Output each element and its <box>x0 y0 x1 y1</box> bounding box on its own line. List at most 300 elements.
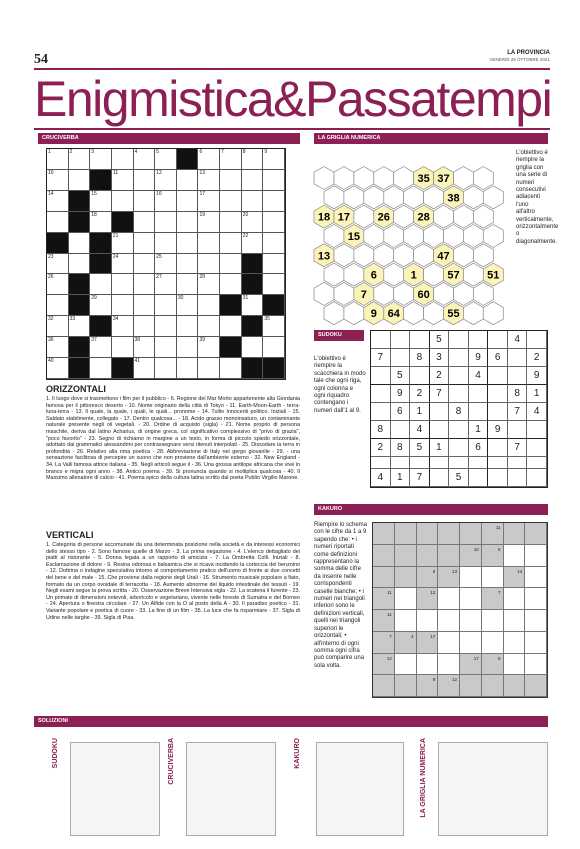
kakuro-cell[interactable] <box>438 654 460 676</box>
sudoku-cell[interactable]: 3 <box>430 349 450 367</box>
kakuro-cell[interactable] <box>438 588 460 610</box>
crossword-number: 31 <box>242 295 249 302</box>
sudoku-cell[interactable]: 9 <box>488 421 508 439</box>
sudoku-cell[interactable] <box>508 457 528 469</box>
sudoku-cell[interactable] <box>527 457 547 469</box>
crossword-cell[interactable] <box>112 191 134 212</box>
crossword-number: 11 <box>112 169 119 176</box>
sudoku-cell[interactable] <box>391 331 411 349</box>
sudoku-cell[interactable] <box>527 439 547 457</box>
crossword-cell[interactable] <box>47 149 69 170</box>
crossword-number: 17 <box>199 190 206 197</box>
sudoku-cell[interactable]: 9 <box>527 367 547 385</box>
crossword-cell[interactable] <box>47 358 69 379</box>
crossword-number: 15 <box>91 190 97 197</box>
kakuro-cell <box>395 523 417 545</box>
kakuro-cell <box>504 523 526 545</box>
crossword-number: 40 <box>48 358 54 365</box>
sudoku-cell[interactable] <box>371 385 391 403</box>
sudoku-cell[interactable]: 2 <box>410 385 430 403</box>
crossword-grid[interactable] <box>46 148 286 380</box>
hex-cell <box>354 167 374 190</box>
sudoku-cell[interactable] <box>488 367 508 385</box>
crossword-cell[interactable] <box>177 170 199 191</box>
crossword-cell[interactable] <box>242 170 264 191</box>
sudoku-cell[interactable]: 1 <box>410 403 430 421</box>
kakuro-cell[interactable] <box>504 654 526 676</box>
crossword-cell[interactable] <box>134 358 156 379</box>
sudoku-cell[interactable]: 7 <box>371 349 391 367</box>
crossword-cell[interactable] <box>155 316 177 337</box>
sudoku-cell[interactable]: 8 <box>410 349 430 367</box>
crossword-cell[interactable] <box>69 254 91 275</box>
sudoku-cell[interactable] <box>527 331 547 349</box>
clues-down <box>46 530 300 621</box>
kakuro-clue: 7 <box>389 633 392 639</box>
sudoku-grid[interactable] <box>370 330 548 488</box>
crossword-cell[interactable] <box>198 358 220 379</box>
sudoku-cell[interactable]: 2 <box>430 367 450 385</box>
sudoku-cell[interactable] <box>527 421 547 439</box>
crossword-cell <box>220 295 242 316</box>
sudoku-cell[interactable]: 9 <box>469 349 489 367</box>
sudoku-cell[interactable] <box>430 469 450 487</box>
kakuro-clue: 5 <box>432 568 436 574</box>
sudoku-cell[interactable]: 8 <box>371 421 391 439</box>
crossword-cell[interactable] <box>220 316 242 337</box>
crossword-cell[interactable] <box>47 316 69 337</box>
hex-cell <box>334 282 354 305</box>
kakuro-cell[interactable] <box>438 610 460 632</box>
crossword-cell[interactable] <box>155 358 177 379</box>
crossword-cell[interactable] <box>198 191 220 212</box>
sudoku-cell[interactable]: 1 <box>391 469 411 487</box>
sudoku-cell[interactable] <box>488 469 508 487</box>
kakuro-cell[interactable] <box>395 654 417 676</box>
hex-cell <box>483 302 503 325</box>
crossword-cell[interactable] <box>90 149 112 170</box>
crossword-cell[interactable] <box>263 316 285 337</box>
kakuro-cell[interactable] <box>395 610 417 632</box>
sudoku-cell[interactable] <box>469 403 489 421</box>
kakuro-clue: 17 <box>430 633 436 639</box>
hex-cell <box>314 282 334 305</box>
sudoku-cell[interactable] <box>391 457 411 469</box>
sudoku-cell[interactable]: 7 <box>508 403 528 421</box>
sudoku-cell[interactable]: 5 <box>391 367 411 385</box>
sudoku-cell[interactable]: 8 <box>391 439 411 457</box>
sudoku-cell[interactable]: 5 <box>430 331 450 349</box>
crossword-cell[interactable] <box>134 295 156 316</box>
kakuro-grid[interactable] <box>372 522 548 698</box>
crossword-number: 28 <box>199 274 206 281</box>
sudoku-cell[interactable]: 8 <box>508 385 528 403</box>
crossword-cell[interactable] <box>69 316 91 337</box>
hex-cell <box>473 282 493 305</box>
crossword-number: 6 <box>199 149 203 155</box>
sudoku-cell[interactable] <box>469 385 489 403</box>
crossword-cell[interactable] <box>220 358 242 379</box>
sudoku-cell[interactable]: 8 <box>449 403 469 421</box>
crossword-cell[interactable] <box>155 149 177 170</box>
sudoku-cell[interactable]: 6 <box>391 403 411 421</box>
sudoku-cell[interactable] <box>488 331 508 349</box>
crossword-cell[interactable] <box>112 233 134 254</box>
crossword-cell[interactable] <box>242 233 264 254</box>
kakuro-cell <box>482 523 504 545</box>
crossword-cell[interactable] <box>47 170 69 191</box>
crossword-cell[interactable] <box>47 254 69 275</box>
crossword-cell[interactable] <box>263 254 285 275</box>
sudoku-cell[interactable] <box>449 331 469 349</box>
crossword-cell[interactable] <box>90 295 112 316</box>
crossword-number: 22 <box>242 232 249 239</box>
crossword-cell[interactable] <box>220 170 242 191</box>
crossword-cell[interactable] <box>134 274 156 295</box>
hex-cell <box>384 225 404 248</box>
sudoku-cell[interactable] <box>488 439 508 457</box>
hex-cell <box>384 186 404 209</box>
hex-cell <box>384 263 404 286</box>
kakuro-cell <box>482 588 504 610</box>
sudoku-cell[interactable] <box>371 367 391 385</box>
crossword-cell[interactable] <box>47 274 69 295</box>
crossword-cell[interactable] <box>134 233 156 254</box>
crossword-cell[interactable] <box>263 191 285 212</box>
sudoku-cell[interactable]: 4 <box>410 421 430 439</box>
crossword-cell[interactable] <box>198 295 220 316</box>
clues-across <box>46 384 300 482</box>
crossword-number: 21 <box>112 232 119 239</box>
crossword-cell[interactable] <box>47 337 69 358</box>
sudoku-cell[interactable]: 4 <box>469 367 489 385</box>
crossword-cell[interactable] <box>263 212 285 233</box>
crossword-cell[interactable] <box>69 149 91 170</box>
sudoku-cell[interactable] <box>430 421 450 439</box>
hex-number: 26 <box>377 211 390 224</box>
crossword-cell[interactable] <box>220 212 242 233</box>
kakuro-cell <box>460 654 482 676</box>
sudoku-cell[interactable] <box>469 457 489 469</box>
crossword-cell[interactable] <box>177 191 199 212</box>
sudoku-cell[interactable] <box>371 457 391 469</box>
crossword-cell[interactable] <box>177 358 199 379</box>
crossword-solution <box>186 742 276 836</box>
kakuro-cell[interactable] <box>525 567 547 589</box>
kakuro-cell <box>482 654 504 676</box>
crossword-cell[interactable] <box>134 254 156 275</box>
kakuro-cell[interactable] <box>460 567 482 589</box>
sudoku-cell[interactable] <box>449 421 469 439</box>
sudoku-cell[interactable]: 5 <box>410 439 430 457</box>
hex-number: 9 <box>370 308 377 321</box>
kakuro-cell[interactable] <box>525 610 547 632</box>
crossword-cell[interactable] <box>134 191 156 212</box>
crossword-cell[interactable] <box>242 212 264 233</box>
crossword-cell[interactable] <box>198 274 220 295</box>
sudoku-cell[interactable]: 4 <box>371 469 391 487</box>
kakuro-cell[interactable] <box>482 567 504 589</box>
sudoku-cell[interactable] <box>410 367 430 385</box>
kakuro-cell <box>395 545 417 567</box>
crossword-cell[interactable] <box>47 212 69 233</box>
hex-grid[interactable] <box>314 166 510 321</box>
crossword-cell[interactable] <box>112 254 134 275</box>
hex-cell <box>473 205 493 228</box>
kakuro-cell[interactable] <box>460 610 482 632</box>
sudoku-cell[interactable] <box>508 349 528 367</box>
hex-cell <box>454 282 474 305</box>
kakuro-cell <box>417 545 439 567</box>
crossword-cell[interactable] <box>155 274 177 295</box>
hex-number: 64 <box>387 308 400 321</box>
kakuro-cell[interactable] <box>525 654 547 676</box>
crossword-cell[interactable] <box>198 254 220 275</box>
kakuro-cell[interactable] <box>504 632 526 654</box>
kakuro-cell[interactable] <box>417 654 439 676</box>
hex-cell <box>334 167 354 190</box>
sudoku-cell[interactable] <box>410 457 430 469</box>
sudoku-cell[interactable] <box>508 421 528 439</box>
sudoku-cell[interactable] <box>449 367 469 385</box>
crossword-cell[interactable] <box>263 170 285 191</box>
kakuro-cell[interactable] <box>504 588 526 610</box>
page-title: Enigmistica&Passatempi <box>34 71 552 127</box>
crossword-cell <box>90 254 112 275</box>
crossword-cell[interactable] <box>112 170 134 191</box>
sudoku-cell[interactable] <box>449 385 469 403</box>
sudoku-cell[interactable]: 7 <box>410 469 430 487</box>
crossword-cell <box>242 274 264 295</box>
section-crossword: CRUCIVERBA <box>38 133 300 144</box>
crossword-number: 36 <box>48 337 54 344</box>
kakuro-clue: 13 <box>451 568 457 574</box>
crossword-cell[interactable] <box>112 337 134 358</box>
crossword-cell[interactable] <box>90 191 112 212</box>
sudoku-cell[interactable] <box>527 469 547 487</box>
sudoku-cell[interactable]: 4 <box>527 403 547 421</box>
kakuro-clue: 17 <box>473 655 479 661</box>
kakuro-cell[interactable] <box>525 588 547 610</box>
crossword-cell[interactable] <box>220 254 242 275</box>
sudoku-cell[interactable]: 7 <box>508 439 528 457</box>
crossword-cell[interactable] <box>198 212 220 233</box>
crossword-cell[interactable] <box>155 295 177 316</box>
crossword-cell <box>69 358 91 379</box>
kakuro-cell[interactable] <box>395 588 417 610</box>
crossword-cell[interactable] <box>177 233 199 254</box>
hex-cell <box>424 302 444 325</box>
hex-number: 15 <box>347 230 361 243</box>
crossword-cell[interactable] <box>198 149 220 170</box>
sudoku-cell[interactable]: 2 <box>527 349 547 367</box>
sudoku-cell[interactable] <box>449 439 469 457</box>
crossword-cell[interactable] <box>112 149 134 170</box>
sudoku-cell[interactable] <box>508 469 528 487</box>
crossword-cell[interactable] <box>198 233 220 254</box>
crossword-cell[interactable] <box>242 295 264 316</box>
kakuro-cell <box>417 567 439 589</box>
sudoku-cell[interactable]: 6 <box>488 349 508 367</box>
hex-cell <box>324 186 344 209</box>
crossword-cell[interactable] <box>112 274 134 295</box>
kakuro-cell <box>417 675 439 697</box>
kakuro-cell[interactable] <box>417 610 439 632</box>
hex-cell <box>344 186 364 209</box>
hex-number: 57 <box>447 269 460 282</box>
sudoku-cell[interactable] <box>410 331 430 349</box>
hex-number: 17 <box>337 211 351 224</box>
crossword-cell[interactable] <box>220 233 242 254</box>
kakuro-cell[interactable] <box>504 545 526 567</box>
sudoku-cell[interactable] <box>430 403 450 421</box>
crossword-cell[interactable] <box>155 337 177 358</box>
kakuro-cell <box>460 545 482 567</box>
crossword-cell[interactable] <box>69 170 91 191</box>
sudoku-cell[interactable] <box>430 457 450 469</box>
sudoku-cell[interactable]: 4 <box>508 331 528 349</box>
crossword-cell[interactable] <box>220 149 242 170</box>
crossword-cell[interactable] <box>177 254 199 275</box>
crossword-cell[interactable] <box>90 358 112 379</box>
sudoku-cell[interactable] <box>469 331 489 349</box>
crossword-cell[interactable] <box>90 337 112 358</box>
sudoku-cell[interactable]: 5 <box>449 469 469 487</box>
sudoku-cell[interactable]: 6 <box>469 439 489 457</box>
crossword-cell[interactable] <box>134 212 156 233</box>
crossword-cell[interactable] <box>90 274 112 295</box>
crossword-cell <box>263 295 285 316</box>
sudoku-cell[interactable] <box>449 457 469 469</box>
sudoku-cell[interactable] <box>371 331 391 349</box>
sudoku-cell[interactable] <box>488 457 508 469</box>
kakuro-cell <box>525 523 547 545</box>
sudoku-cell[interactable] <box>391 349 411 367</box>
crossword-cell[interactable] <box>155 233 177 254</box>
crossword-cell[interactable] <box>263 337 285 358</box>
crossword-cell[interactable] <box>47 191 69 212</box>
crossword-cell[interactable] <box>177 316 199 337</box>
crossword-cell[interactable] <box>220 274 242 295</box>
hex-cell <box>374 282 394 305</box>
sudoku-cell[interactable] <box>391 421 411 439</box>
crossword-cell[interactable] <box>242 149 264 170</box>
kakuro-cell[interactable] <box>482 632 504 654</box>
clues-across-title: ORIZZONTALI <box>46 384 106 394</box>
clues-down-title: VERTICALI <box>46 530 94 540</box>
hex-cell <box>374 244 394 267</box>
kakuro-cell <box>373 654 395 676</box>
crossword-number: 12 <box>156 169 162 176</box>
kakuro-cell <box>460 523 482 545</box>
kakuro-cell[interactable] <box>525 632 547 654</box>
hex-cell <box>454 244 474 267</box>
kakuro-cell[interactable] <box>504 610 526 632</box>
crossword-cell[interactable] <box>134 170 156 191</box>
hex-cell <box>414 244 434 267</box>
sudoku-cell[interactable] <box>488 403 508 421</box>
newspaper-name: LA PROVINCIA <box>507 50 550 56</box>
crossword-cell[interactable] <box>69 233 91 254</box>
hex-solution <box>438 742 548 836</box>
kakuro-cell <box>417 588 439 610</box>
crossword-cell[interactable] <box>134 337 156 358</box>
kakuro-cell <box>373 588 395 610</box>
crossword-cell[interactable] <box>177 274 199 295</box>
sudoku-cell[interactable]: 9 <box>391 385 411 403</box>
kakuro-solution <box>316 742 404 836</box>
sudoku-cell[interactable]: 1 <box>527 385 547 403</box>
crossword-number: 39 <box>199 337 206 344</box>
crossword-cell[interactable] <box>90 212 112 233</box>
crossword-cell[interactable] <box>177 212 199 233</box>
crossword-number: 19 <box>199 211 206 218</box>
crossword-cell[interactable] <box>198 316 220 337</box>
sudoku-cell[interactable] <box>508 367 528 385</box>
crossword-cell[interactable] <box>112 295 134 316</box>
crossword-cell[interactable] <box>134 316 156 337</box>
kakuro-cell[interactable] <box>460 632 482 654</box>
crossword-cell[interactable] <box>155 170 177 191</box>
crossword-cell[interactable] <box>155 254 177 275</box>
crossword-cell[interactable] <box>177 295 199 316</box>
hex-cell <box>424 186 444 209</box>
sudoku-cell[interactable] <box>449 349 469 367</box>
kakuro-cell <box>395 567 417 589</box>
kakuro-cell[interactable] <box>460 588 482 610</box>
hex-cell <box>344 302 364 325</box>
kakuro-clue: 14 <box>517 568 523 574</box>
crossword-cell[interactable] <box>242 191 264 212</box>
sudoku-cell[interactable]: 7 <box>430 385 450 403</box>
kakuro-cell[interactable] <box>438 632 460 654</box>
sudoku-cell[interactable] <box>488 385 508 403</box>
kakuro-cell <box>504 675 526 697</box>
crossword-cell <box>242 254 264 275</box>
crossword-cell[interactable] <box>47 295 69 316</box>
kakuro-cell[interactable] <box>482 610 504 632</box>
crossword-cell[interactable] <box>155 212 177 233</box>
sudoku-cell[interactable]: 1 <box>430 439 450 457</box>
crossword-cell[interactable] <box>242 337 264 358</box>
crossword-cell[interactable] <box>155 191 177 212</box>
crossword-number: 35 <box>264 316 270 323</box>
section-kakuro: KAKURO <box>314 504 548 515</box>
crossword-cell[interactable] <box>263 274 285 295</box>
crossword-cell <box>69 295 91 316</box>
crossword-cell[interactable] <box>177 337 199 358</box>
hex-number: 37 <box>437 173 450 185</box>
crossword-cell <box>90 170 112 191</box>
hex-cell <box>364 186 384 209</box>
sudoku-cell[interactable] <box>469 469 489 487</box>
crossword-number: 13 <box>199 169 206 176</box>
hex-cell <box>463 263 483 286</box>
crossword-cell[interactable] <box>134 149 156 170</box>
sudoku-cell[interactable] <box>371 403 391 421</box>
sudoku-cell[interactable]: 2 <box>371 439 391 457</box>
crossword-cell[interactable] <box>220 191 242 212</box>
crossword-cell[interactable] <box>112 316 134 337</box>
kakuro-cell[interactable] <box>525 545 547 567</box>
crossword-cell[interactable] <box>198 337 220 358</box>
solution-label-kakuro: KAKURO <box>294 738 301 769</box>
sudoku-cell[interactable]: 1 <box>469 421 489 439</box>
crossword-cell[interactable] <box>263 233 285 254</box>
hex-number: 38 <box>447 192 460 205</box>
crossword-cell[interactable] <box>263 149 285 170</box>
crossword-cell[interactable] <box>198 170 220 191</box>
